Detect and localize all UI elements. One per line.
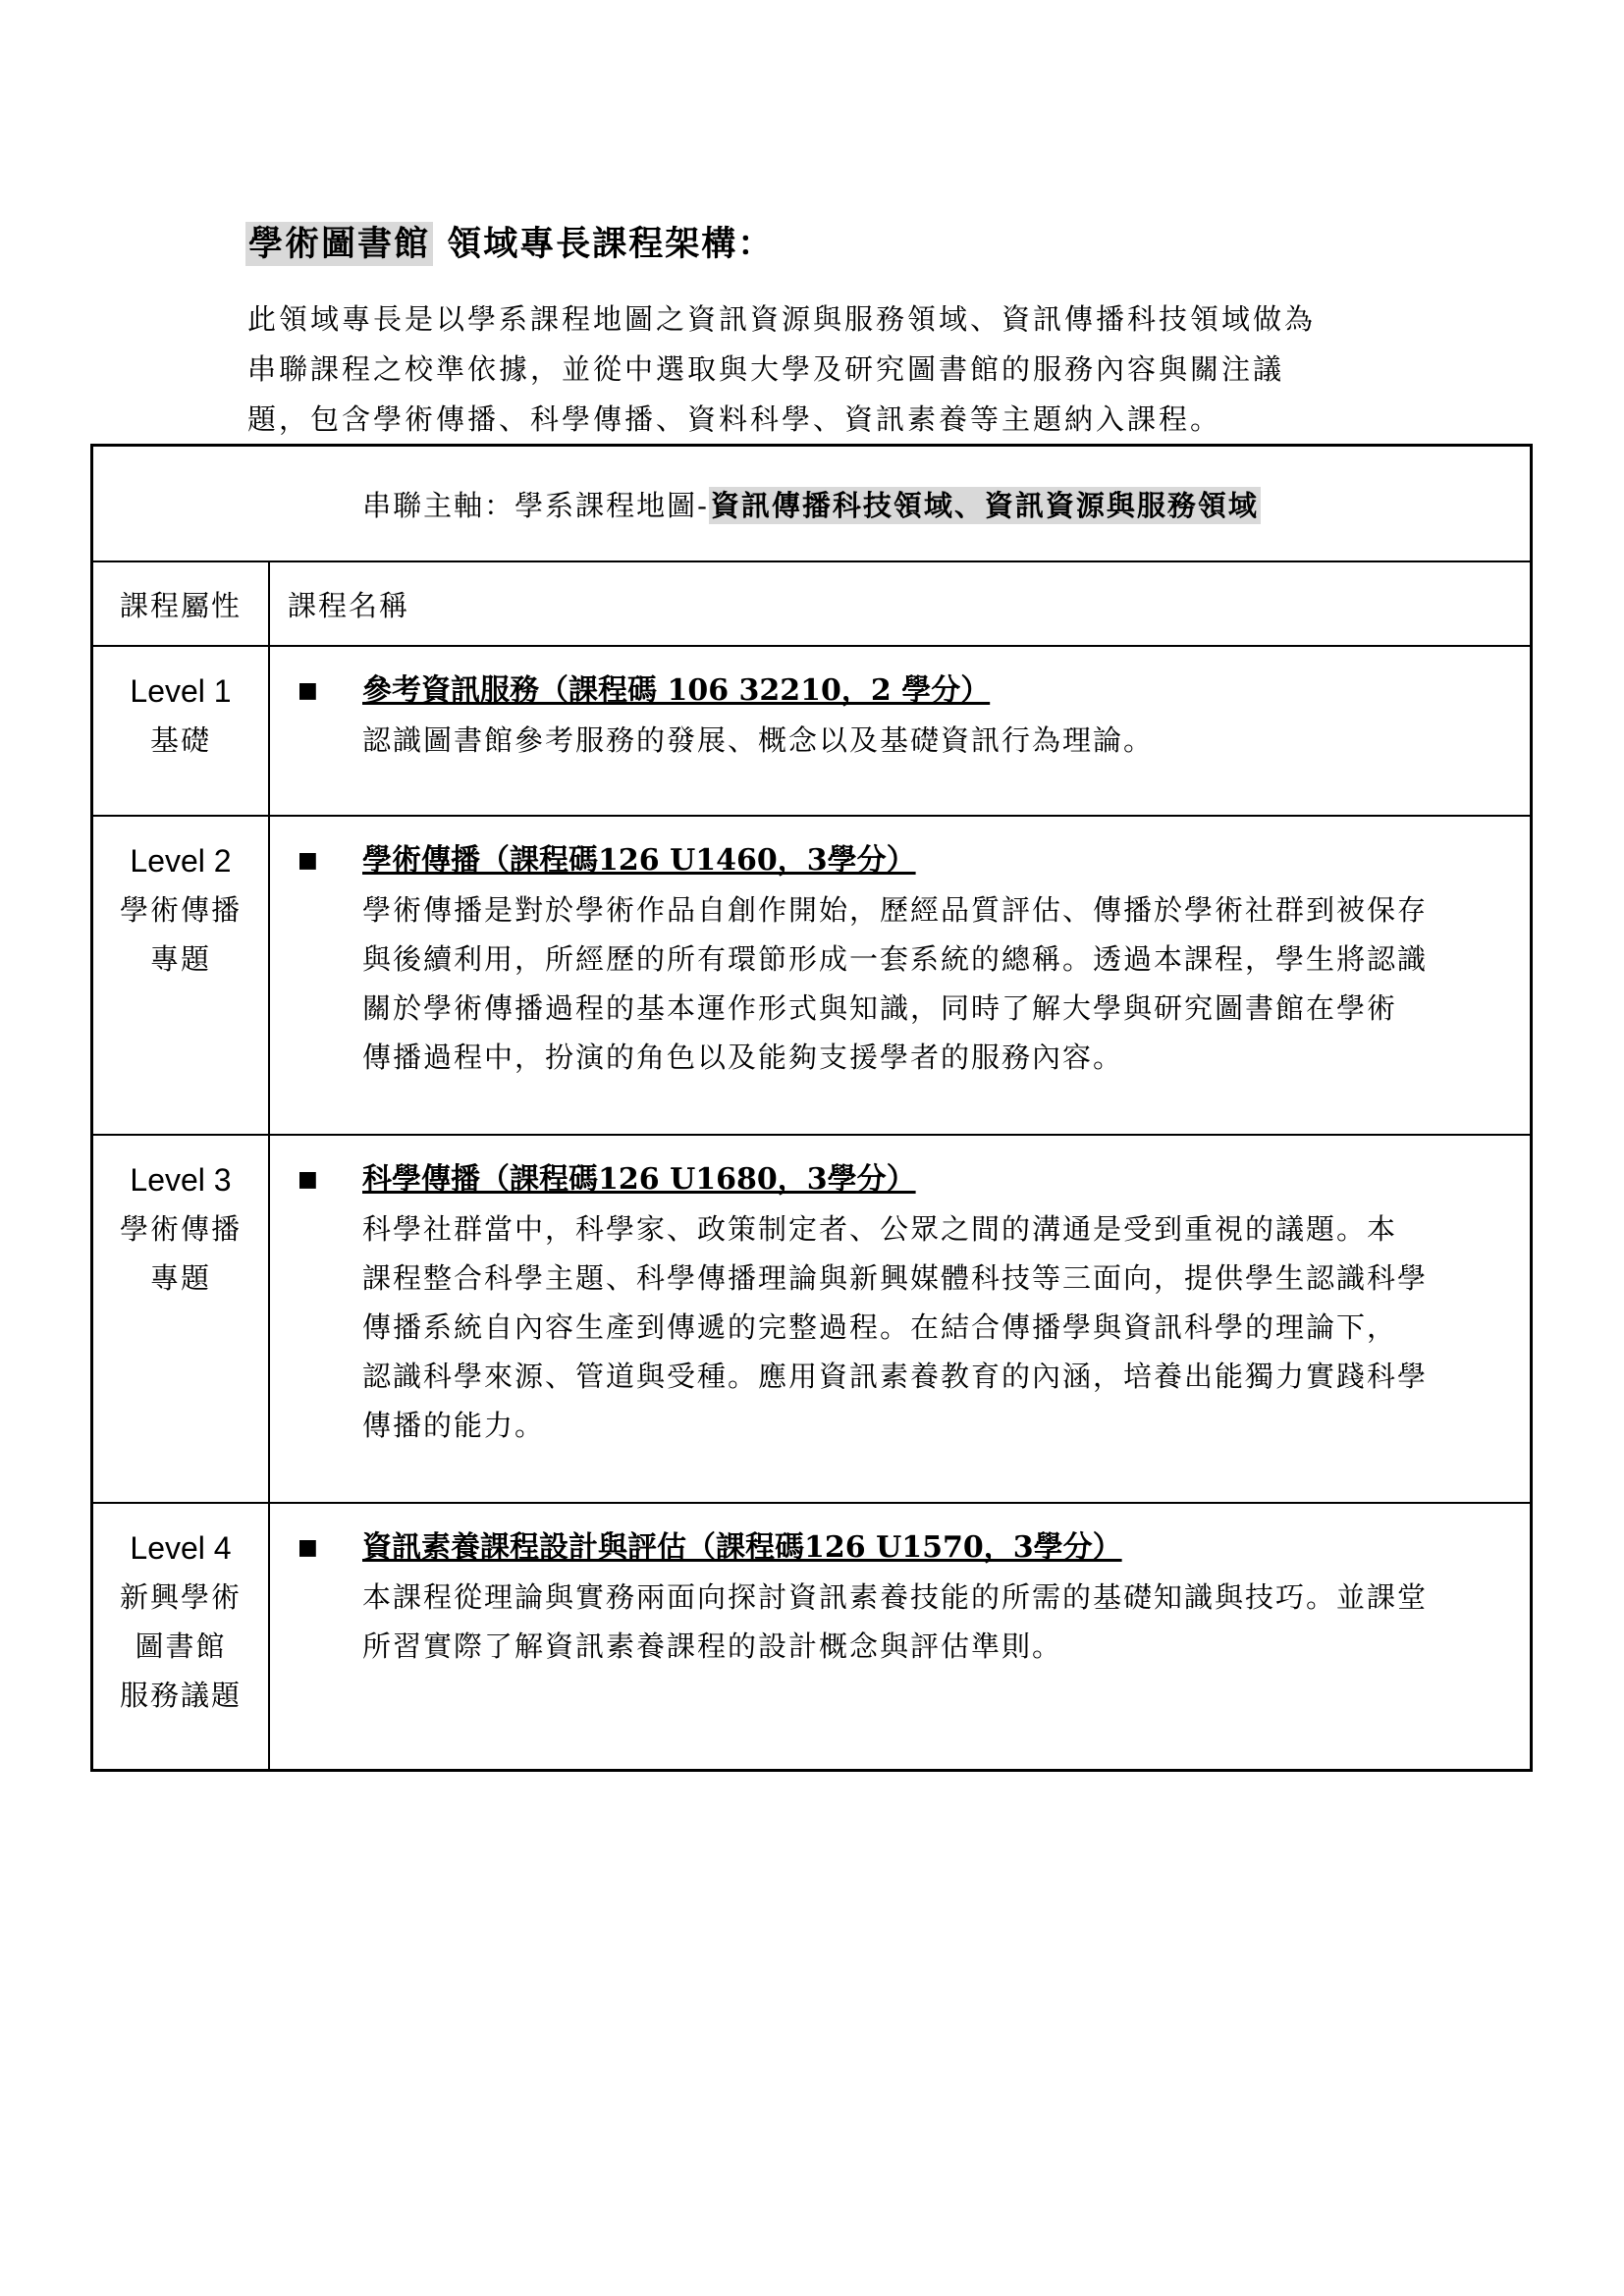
description-line: 傳播的能力。: [362, 1409, 546, 1442]
level-label: Level 2: [130, 843, 232, 879]
description-line: 本課程從理論與實務兩面向探討資訊素養技能的所需的基礎知識與技巧。並課堂: [362, 1580, 1429, 1614]
level-label: Level 4: [130, 1530, 232, 1566]
description-line: 認識圖書館參考服務的發展、概念以及基礎資訊行為理論。: [362, 723, 1155, 757]
course-description: [362, 1204, 1506, 1450]
level-subtitle: 專題: [149, 1261, 211, 1295]
level-subtitle: 學術傳播: [119, 893, 242, 927]
description-line: 課程整合科學主題、科學傳播理論與新興媒體科技等三面向，提供學生認識科學: [362, 1261, 1429, 1295]
level-subtitle: 基礎: [149, 723, 211, 757]
square-bullet-icon: ■: [298, 1535, 318, 1560]
description-line: 科學社群當中，科學家、政策制定者、公眾之間的溝通是受到重視的議題。本: [362, 1212, 1398, 1246]
description-line: 傳播過程中，扮演的角色以及能夠支援學者的服務內容。: [362, 1041, 1124, 1074]
level-subtitle: 服務議題: [119, 1679, 242, 1712]
course-cell: [269, 646, 1532, 816]
square-bullet-icon: ■: [298, 678, 318, 703]
table-row: [92, 1135, 1532, 1503]
table-row: [92, 1503, 1532, 1771]
level-label: Level 3: [130, 1162, 232, 1198]
course-title: 參考資訊服務（課程碼 106 32210，2 學分）: [362, 673, 991, 708]
square-bullet-icon: ■: [298, 848, 318, 873]
course-description: [362, 716, 1506, 765]
table-row: [92, 646, 1532, 816]
description-line: 與後續利用，所經歷的所有環節形成一套系統的總稱。透過本課程，學生將認識: [362, 942, 1429, 976]
level-subtitle: 學術傳播: [119, 1212, 242, 1246]
header-course-name: 課程名稱: [269, 561, 1532, 646]
course-structure-table: [90, 444, 1533, 1772]
level-label: Level 1: [130, 673, 232, 709]
intro-line: 串聯課程之校準依據，並從中選取與大學及研究圖書館的服務內容與關注議: [247, 352, 1285, 386]
course-title: 資訊素養課程設計與評估（課程碼126 U1570，3學分）: [362, 1530, 1122, 1565]
axis-cell: [92, 446, 1532, 562]
level-cell: [92, 646, 270, 816]
level-subtitle: 新興學術: [119, 1580, 242, 1614]
level-cell: [92, 1503, 270, 1771]
course-cell: [269, 1503, 1532, 1771]
title-rest: 領域專長課程架構：: [433, 224, 775, 264]
intro-line: 題，包含學術傳播、科學傳播、資料科學、資訊素養等主題納入課程。: [247, 402, 1222, 436]
axis-prefix: 串聯主軸：學系課程地圖-: [362, 488, 709, 522]
description-line: 所習實際了解資訊素養課程的設計概念與評估準則。: [362, 1629, 1063, 1663]
level-subtitle: 專題: [149, 942, 211, 976]
page-title: [245, 218, 774, 271]
square-bullet-icon: ■: [298, 1167, 318, 1192]
description-line: 關於學術傳播過程的基本運作形式與知識，同時了解大學與研究圖書館在學術: [362, 991, 1398, 1025]
level-cell: [92, 1135, 270, 1503]
level-cell: [92, 816, 270, 1135]
description-line: 傳播系統自內容生產到傳遞的完整過程。在結合傳播學與資訊科學的理論下，: [362, 1310, 1398, 1344]
course-description: [362, 885, 1506, 1082]
course-title: 科學傳播（課程碼126 U1680，3學分）: [362, 1162, 916, 1197]
header-course-attribute: 課程屬性: [92, 561, 270, 646]
axis-highlight: 資訊傳播科技領域、資訊資源與服務領域: [710, 488, 1259, 522]
course-cell: [269, 816, 1532, 1135]
description-line: 認識科學來源、管道與受種。應用資訊素養教育的內涵，培養出能獨力實踐科學: [362, 1360, 1429, 1393]
intro-line: 此領域專長是以學系課程地圖之資訊資源與服務領域、資訊傳播科技領域做為: [247, 302, 1317, 336]
course-title: 學術傳播（課程碼126 U1460，3學分）: [362, 843, 916, 878]
description-line: 學術傳播是對於學術作品自創作開始，歷經品質評估、傳播於學術社群到被保存: [362, 893, 1429, 927]
table-row: [92, 816, 1532, 1135]
intro-paragraph: [247, 294, 1416, 445]
title-highlight: 學術圖書館: [245, 222, 433, 266]
course-description: [362, 1573, 1506, 1671]
table-header-row: [92, 561, 1532, 646]
course-cell: [269, 1135, 1532, 1503]
level-subtitle: 圖書館: [135, 1629, 227, 1663]
